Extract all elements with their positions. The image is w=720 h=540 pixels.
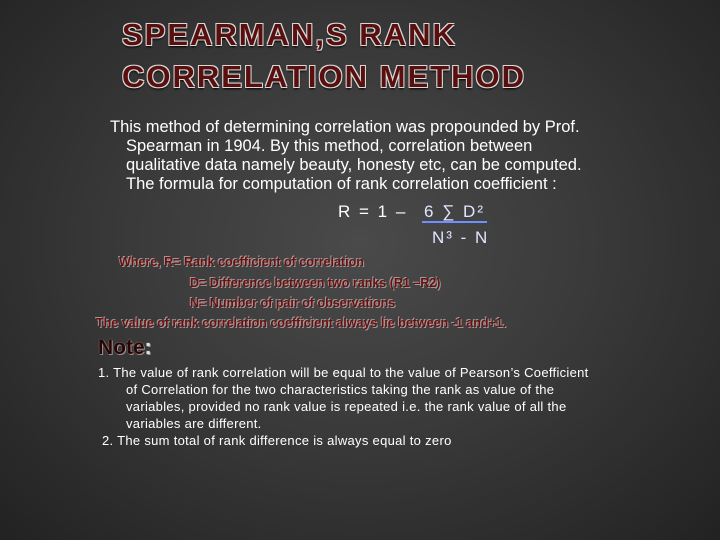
intro-line-3: qualitative data namely beauty, honesty etc, can be computed. (126, 156, 582, 174)
slide-title (122, 14, 526, 98)
definition-range: The value of rank correlation coefficient always lie between -1 and+1. (96, 316, 507, 330)
note-item-1-line-2: of Correlation for the two characteristics taking the rank as value of the (126, 382, 555, 397)
note-item-1-line-4: variables are different. (126, 416, 262, 431)
formula-numerator: 6 ∑ D² (424, 202, 485, 221)
intro-paragraph (110, 118, 715, 194)
notes-list (98, 364, 713, 449)
note-heading-colon: : (144, 336, 152, 359)
definition-d: D= Difference between two ranks (R1 –R2) (190, 276, 441, 290)
definition-n: N= Number of pair of observations (190, 296, 396, 310)
note-heading (98, 336, 152, 360)
definition-r: Where, R= Rank coefficient of correlation (119, 255, 364, 269)
intro-line-2: Spearman in 1904. By this method, correlation between (126, 137, 533, 155)
note-item-2: 2. The sum total of rank difference is always equal to zero (102, 433, 452, 448)
intro-line-1: This method of determining correlation was propounded by Prof. (110, 118, 580, 136)
note-item-1-line-3: variables, provided no rank value is repeated i.e. the rank value of all the (126, 399, 567, 414)
note-heading-text: Note (98, 336, 145, 359)
title-line-2: CORRELATION METHOD (122, 59, 526, 94)
note-item-1-line-1: 1. The value of rank correlation will be equal to the value of Pearson’s Coefficient (98, 365, 589, 380)
title-line-1: SPEARMAN,S RANK (122, 17, 457, 52)
formula-lhs: R = 1 – (338, 202, 408, 221)
formula-denominator: N³ - N (432, 228, 490, 247)
formula-numerator-row (338, 202, 487, 222)
intro-line-4: The formula for computation of rank correlation coefficient : (126, 175, 557, 193)
